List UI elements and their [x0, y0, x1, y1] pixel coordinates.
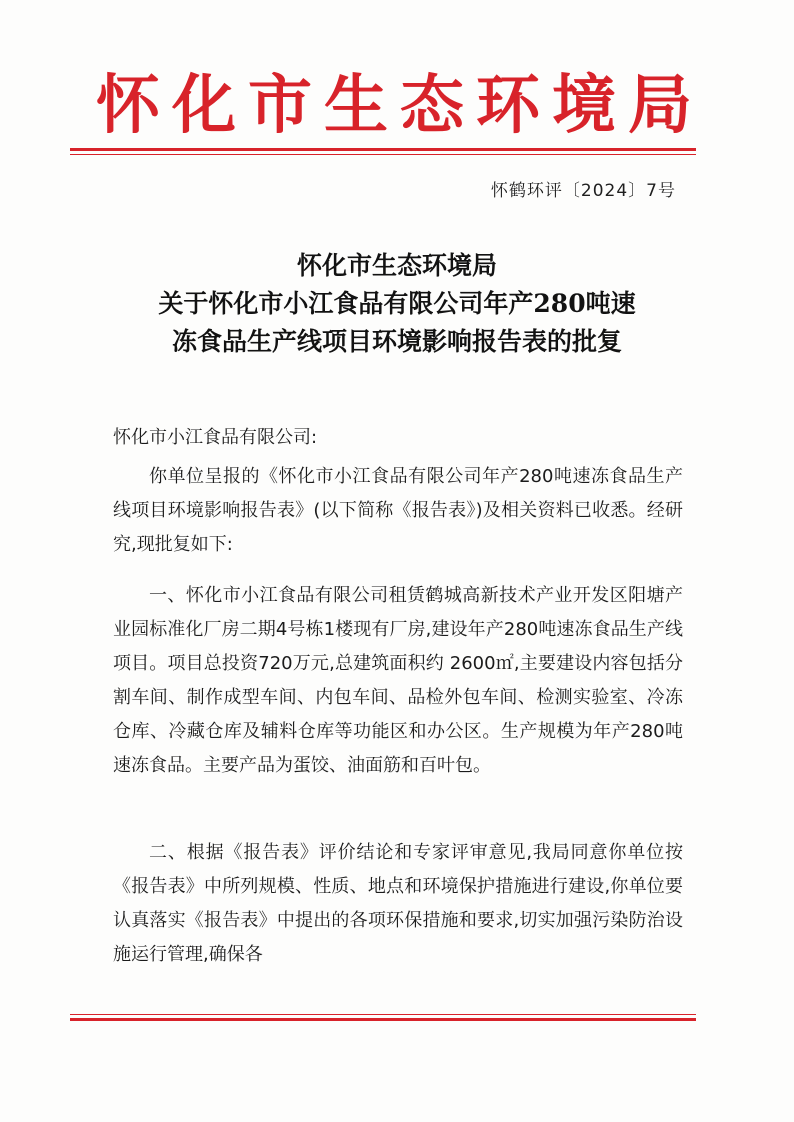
body-paragraph: 你单位呈报的《怀化市小江食品有限公司年产280吨速冻食品生产线项目环境影响报告表》(以下简称《报告表》)及相关资料已收悉。经研究,现批复如下: [113, 466, 683, 555]
body-paragraph: 一、怀化市小江食品有限公司租赁鹤城高新技术产业开发区阳塘产业园标准化厂房二期4号栋1楼现有厂房,建设年产280吨速冻食品生产线项目。项目总投资720万元,总建筑面积约 2600㎡,主要建设内容包括分割车间、制作成型车间、内包车间、品检外包车间、检测实验室、冷冻仓库、冷藏仓库及辅料仓库等功能区和办公区。生产规模为年产280吨速冻食品。主要产品为蛋饺、油面筋和百叶包。 [113, 585, 683, 776]
red-rule-bottom-thin [70, 1014, 696, 1015]
document-title-line-1: 怀化市生态环境局 [296, 251, 497, 280]
red-rule-top-thick [70, 148, 696, 151]
document-title-line-3: 冻食品生产线项目环境影响报告表的批复 [171, 327, 622, 356]
red-rule-top-thin [70, 154, 696, 155]
body-paragraph: 二、根据《报告表》评价结论和专家评审意见,我局同意你单位按《报告表》中所列规模、性质、地点和环境保护措施进行建设,你单位要认真落实《报告表》中提出的各项环保措施和要求,切实加强污染防治设施运行管理,确保各 [113, 842, 683, 965]
red-rule-bottom-thick [70, 1018, 696, 1021]
agency-red-header: 怀化市生态环境局 [96, 68, 704, 143]
salutation: 怀化市小江食品有限公司: [113, 427, 318, 448]
document-title-line-2: 关于怀化市小江食品有限公司年产280吨速 [158, 289, 636, 318]
document-number: 怀鹤环评〔2024〕7号 [490, 181, 676, 201]
